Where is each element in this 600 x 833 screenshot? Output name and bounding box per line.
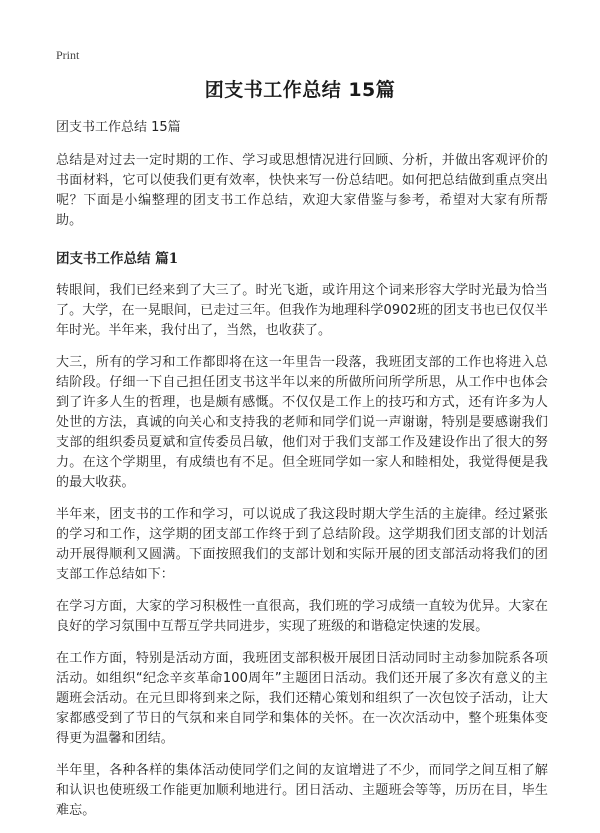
document-body bbox=[56, 118, 548, 833]
page-title: 团支书工作总结 15篇 bbox=[204, 79, 396, 101]
document-subtitle: 团支书工作总结 15篇 bbox=[56, 120, 181, 135]
body-paragraph: 在工作方面，特别是活动方面，我班团支部积极开展团日活动同时主动参加院系各项活动。如组织“纪念辛亥革命100周年”主题团日活动。我们还开展了多次有意义的主题班会活动。在元旦即将到来之际，我们还精心策划和组织了一次包饺子活动，让大家都感受到了节日的气氛和来自同学和集体的关怀。在一次次活动中，整个班集体变得更为温馨和团结。 bbox=[56, 651, 548, 746]
body-paragraph: 半年里，各种各样的集体活动使同学们之间的友谊增进了不少，而同学之间互相了解和认识也使班级工作能更加顺利地进行。团日活动、主题班会等等，历历在目，毕生难忘。 bbox=[56, 763, 548, 818]
body-paragraph: 半年来，团支书的工作和学习，可以说成了我这段时期大学生活的主旋律。经过紧张的学习和工作，这学期的团支部工作终于到了总结阶段。这学期我们团支部的计划活动开展得顺利又圆满。下面按照我们的支部计划和实际开展的团支部活动将我们的团支部工作总结如下： bbox=[56, 507, 548, 582]
body-paragraph: 转眼间，我们已经来到了大三了。时光飞逝，或许用这个词来形容大学时光最为恰当了。大学，在一晃眼间，已走过三年。但我作为地理科学0902班的团支书也已仅仅半年时光。半年来，我付出了，当然，也收获了。 bbox=[56, 283, 548, 338]
body-paragraph: 大三，所有的学习和工作都即将在这一年里告一段落，我班团支部的工作也将进入总结阶段。仔细一下自己担任团支书这半年以来的所做所问所学所思，从工作中也体会到了许多人生的哲理，也是颇有感慨。不仅仅是工作上的技巧和方式，还有许多为人处世的方法，真诚的向关心和支持我的老师和同学们说一声谢谢，特别是要感谢我们支部的组织委员夏斌和宣传委员吕敏，他们对于我们支部工作及建设作出了很大的努力。在这个学期里，有成绩也有不足。但全班同学如一家人和睦相处，我觉得便是我的最大收获。 bbox=[56, 355, 548, 490]
intro-paragraph: 总结是对过去一定时期的工作、学习或思想情况进行回顾、分析，并做出客观评价的书面材料，它可以使我们更有效率，快快来写一份总结吧。如何把总结做到重点突出呢？下面是小编整理的团支书工作总结，欢迎大家借鉴与参考，希望对大家有所帮助。 bbox=[56, 153, 548, 228]
print-label: Print bbox=[56, 48, 80, 62]
section-heading: 团支书工作总结 篇1 bbox=[56, 251, 179, 267]
body-paragraph: 在学习方面，大家的学习积极性一直很高，我们班的学习成绩一直较为优异。大家在良好的学习氛围中互帮互学共同进步，实现了班级的和谐稳定快速的发展。 bbox=[56, 599, 548, 634]
